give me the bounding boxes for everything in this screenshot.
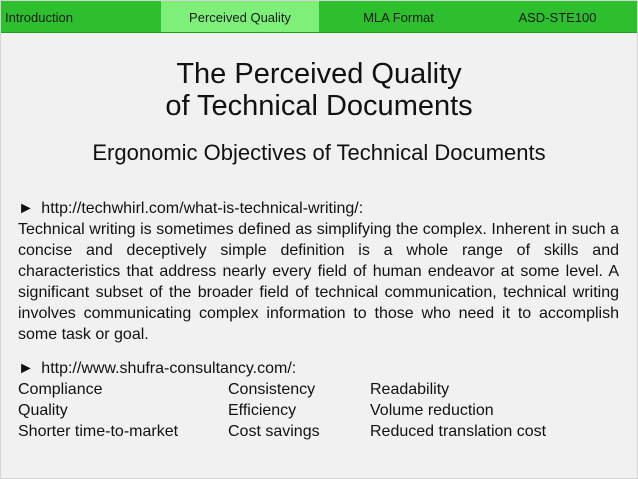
definition-paragraph: Technical writing is sometimes defined as simplifying the complex. Inherent in such a concise and deceptively simple definition is a whole range of skills and characteristics that address nearly every field of human endeavor at some level. A significant subset of the broader field of technical communication, technical writing involves communicating complex information to those who need it to accomplish some task or goal. (18, 221, 619, 343)
objective-item: Readability (370, 381, 450, 398)
tab-asd-ste100[interactable]: ASD-STE100 (518, 10, 597, 25)
tab-perceived-quality[interactable]: Perceived Quality (161, 1, 319, 32)
page-title-line-2: of Technical Documents (165, 90, 473, 122)
objective-item: Volume reduction (370, 402, 494, 419)
shufra-section (18, 358, 619, 442)
source-link-line (18, 358, 619, 379)
tab-bar (1, 1, 637, 33)
objective-item: Cost savings (228, 423, 320, 440)
objective-item: Quality (18, 402, 68, 419)
page-title-line-1: The Perceived Quality (176, 58, 462, 90)
objective-item: Reduced translation cost (370, 423, 547, 440)
objective-item: Consistency (228, 381, 316, 398)
objective-item: Shorter time-to-market (18, 423, 179, 440)
source-link-line (18, 198, 619, 219)
pointer-triangle-icon: ► (18, 200, 34, 217)
objectives-table (18, 379, 619, 442)
pointer-triangle-icon: ► (18, 360, 34, 377)
page-subtitle: Ergonomic Objectives of Technical Documents (92, 140, 546, 165)
tab-introduction[interactable]: Introduction (5, 10, 73, 25)
techwhirl-link[interactable]: http://techwhirl.com/what-is-technical-writing/: (41, 200, 364, 217)
tab-mla-format[interactable]: MLA Format (363, 10, 434, 25)
objective-item: Efficiency (228, 402, 297, 419)
shufra-link[interactable]: http://www.shufra-consultancy.com/: (41, 360, 297, 377)
techwhirl-section (18, 198, 619, 345)
objective-item: Compliance (18, 381, 103, 398)
